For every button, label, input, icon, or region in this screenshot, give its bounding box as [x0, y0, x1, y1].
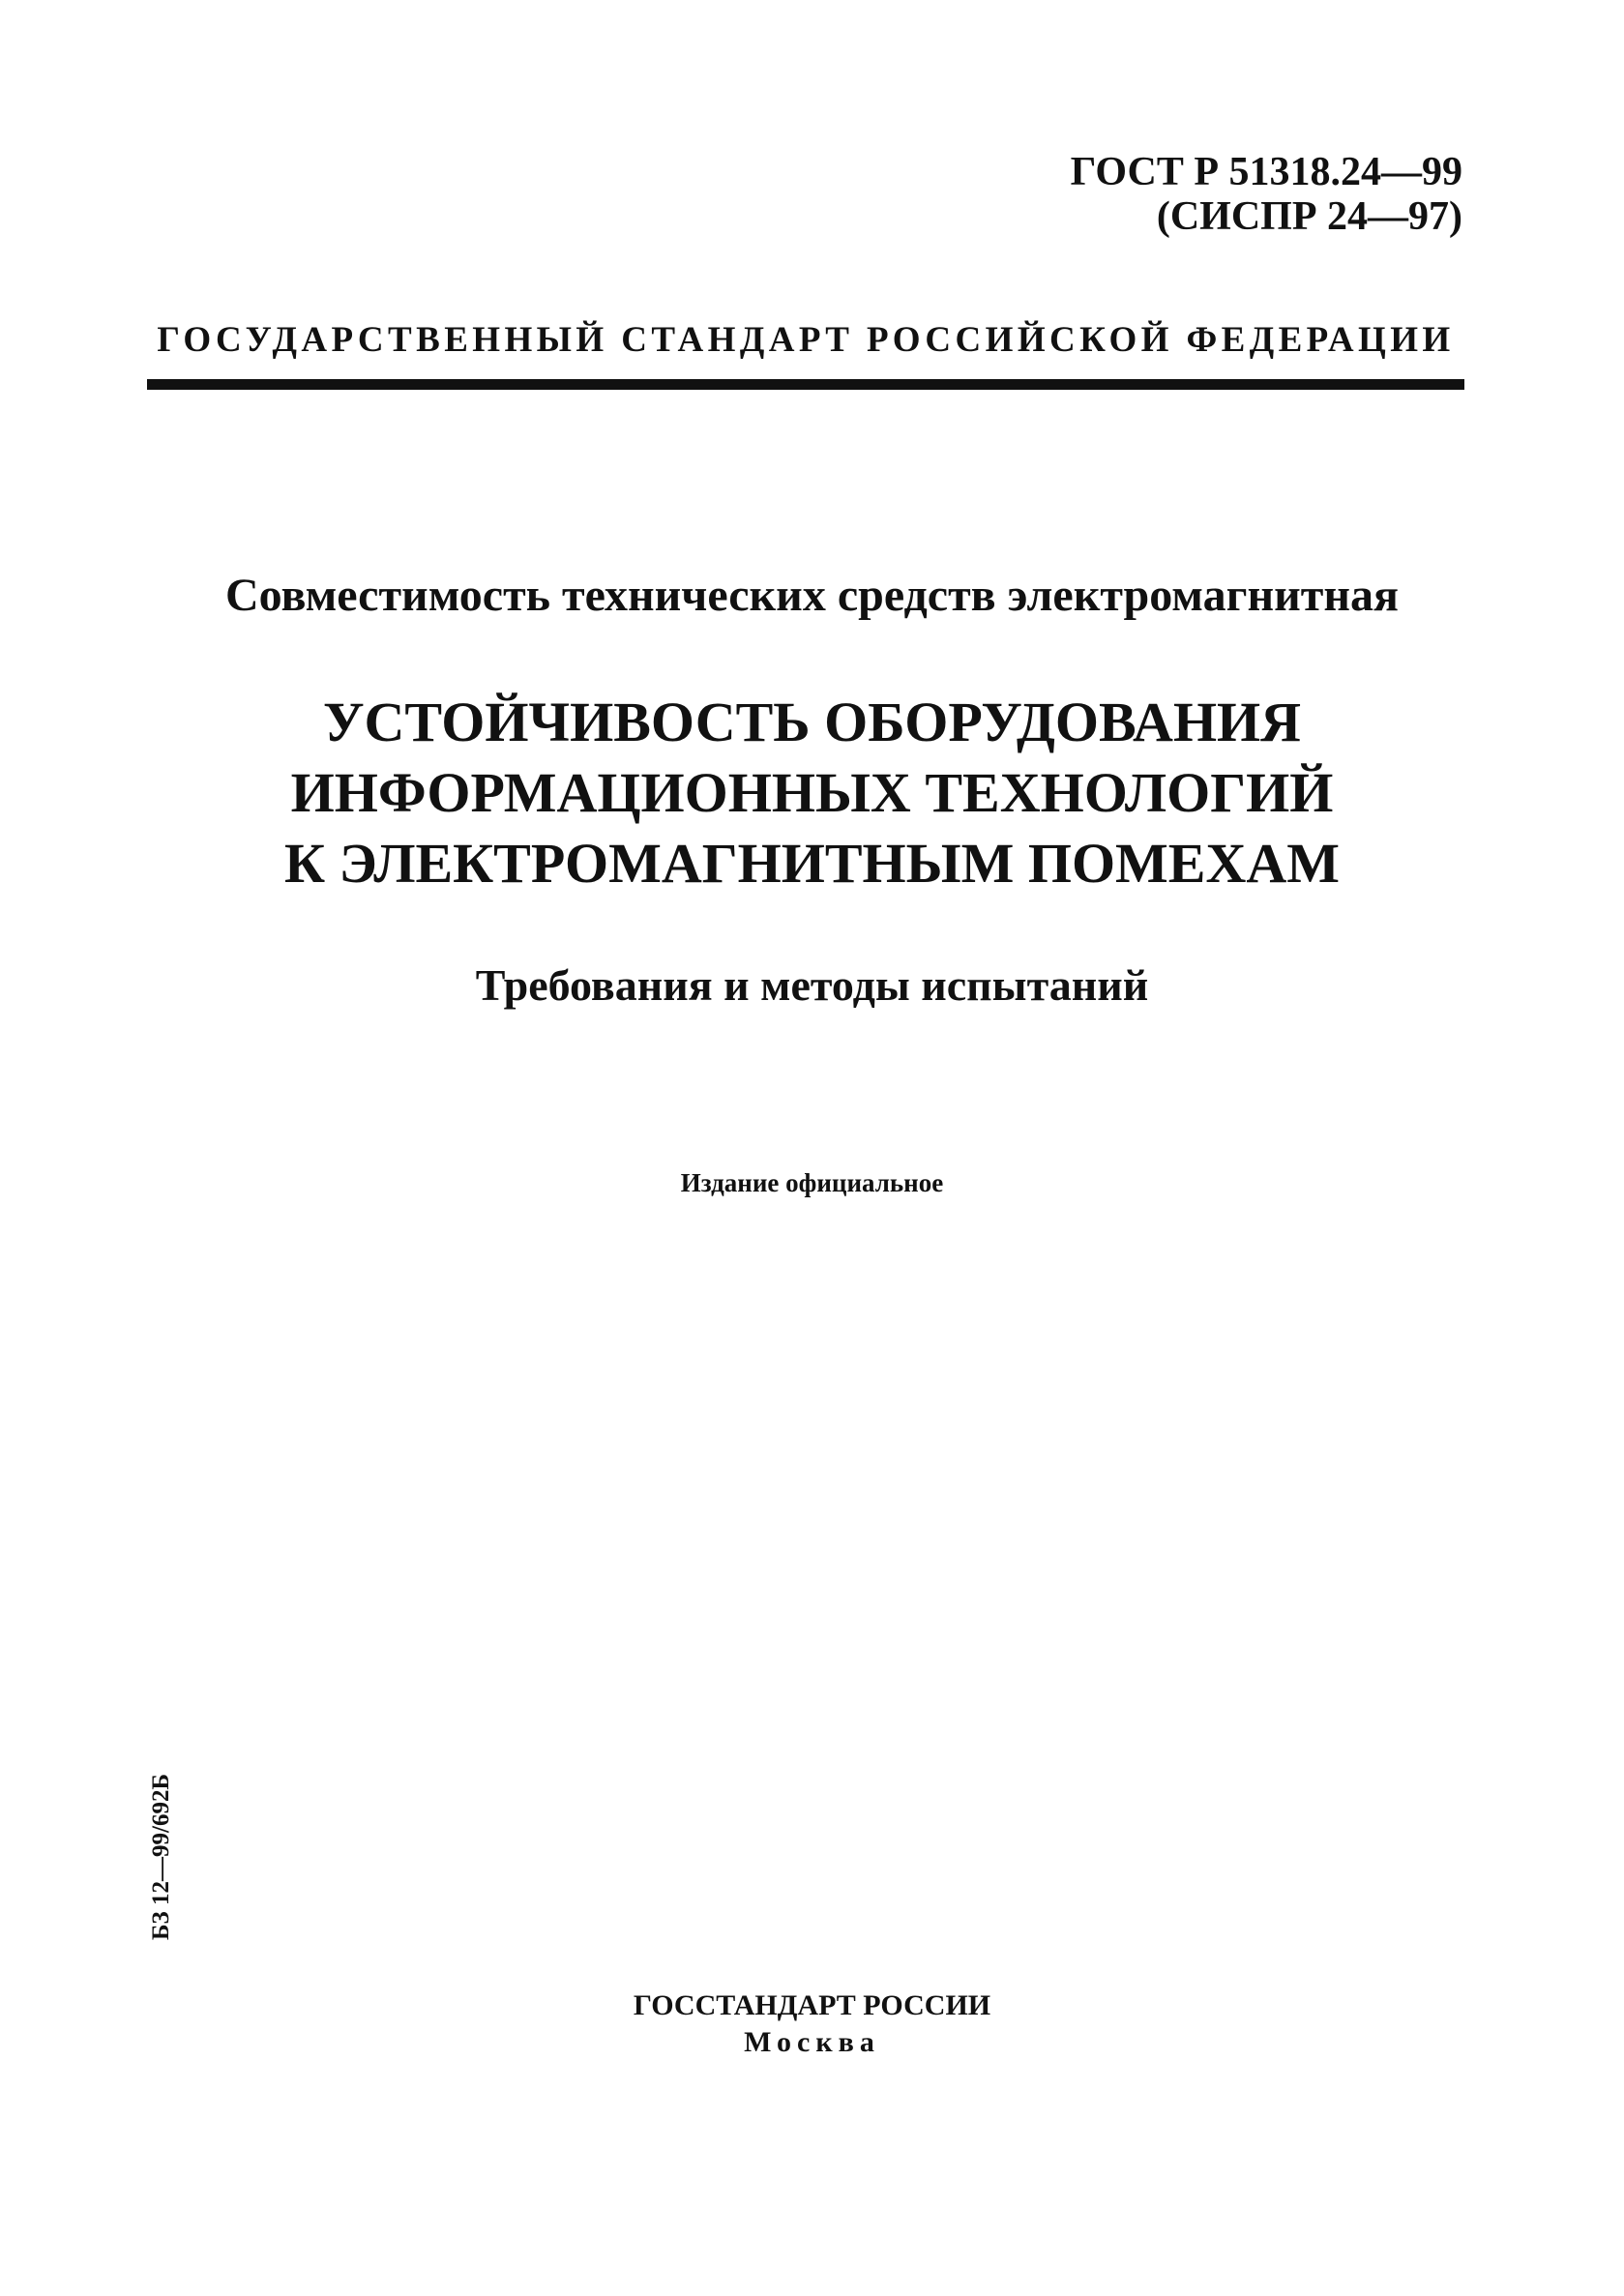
organization-header: ГОСУДАРСТВЕННЫЙ СТАНДАРТ РОССИЙСКОЙ ФЕДЕРАЦИИ: [157, 320, 1455, 360]
main-title-line: ИНФОРМАЦИОННЫХ ТЕХНОЛОГИЙ: [290, 761, 1334, 824]
publisher-name: ГОССТАНДАРТ РОССИИ: [633, 1989, 991, 2021]
main-title-line: К ЭЛЕКТРОМАГНИТНЫМ ПОМЕХАМ: [283, 832, 1340, 895]
side-print-code: БЗ 12—99/692Б: [148, 1774, 174, 1940]
standard-number: ГОСТ Р 51318.24—99: [1070, 150, 1462, 194]
requirements-subtitle: Требования и методы испытаний: [475, 960, 1149, 1010]
subject-title: Совместимость технических средств электромагнитная: [225, 570, 1399, 621]
header-rule: [147, 379, 1464, 390]
main-title-line: УСТОЙЧИВОСТЬ ОБОРУДОВАНИЯ: [322, 691, 1302, 753]
cispr-reference: (СИСПР 24—97): [1156, 194, 1462, 239]
publisher-block: [0, 1987, 1624, 2061]
publisher-city: Москва: [744, 2026, 880, 2058]
edition-note: Издание официальное: [680, 1168, 944, 1197]
standard-designation: [1071, 150, 1462, 239]
main-title: [0, 687, 1624, 898]
